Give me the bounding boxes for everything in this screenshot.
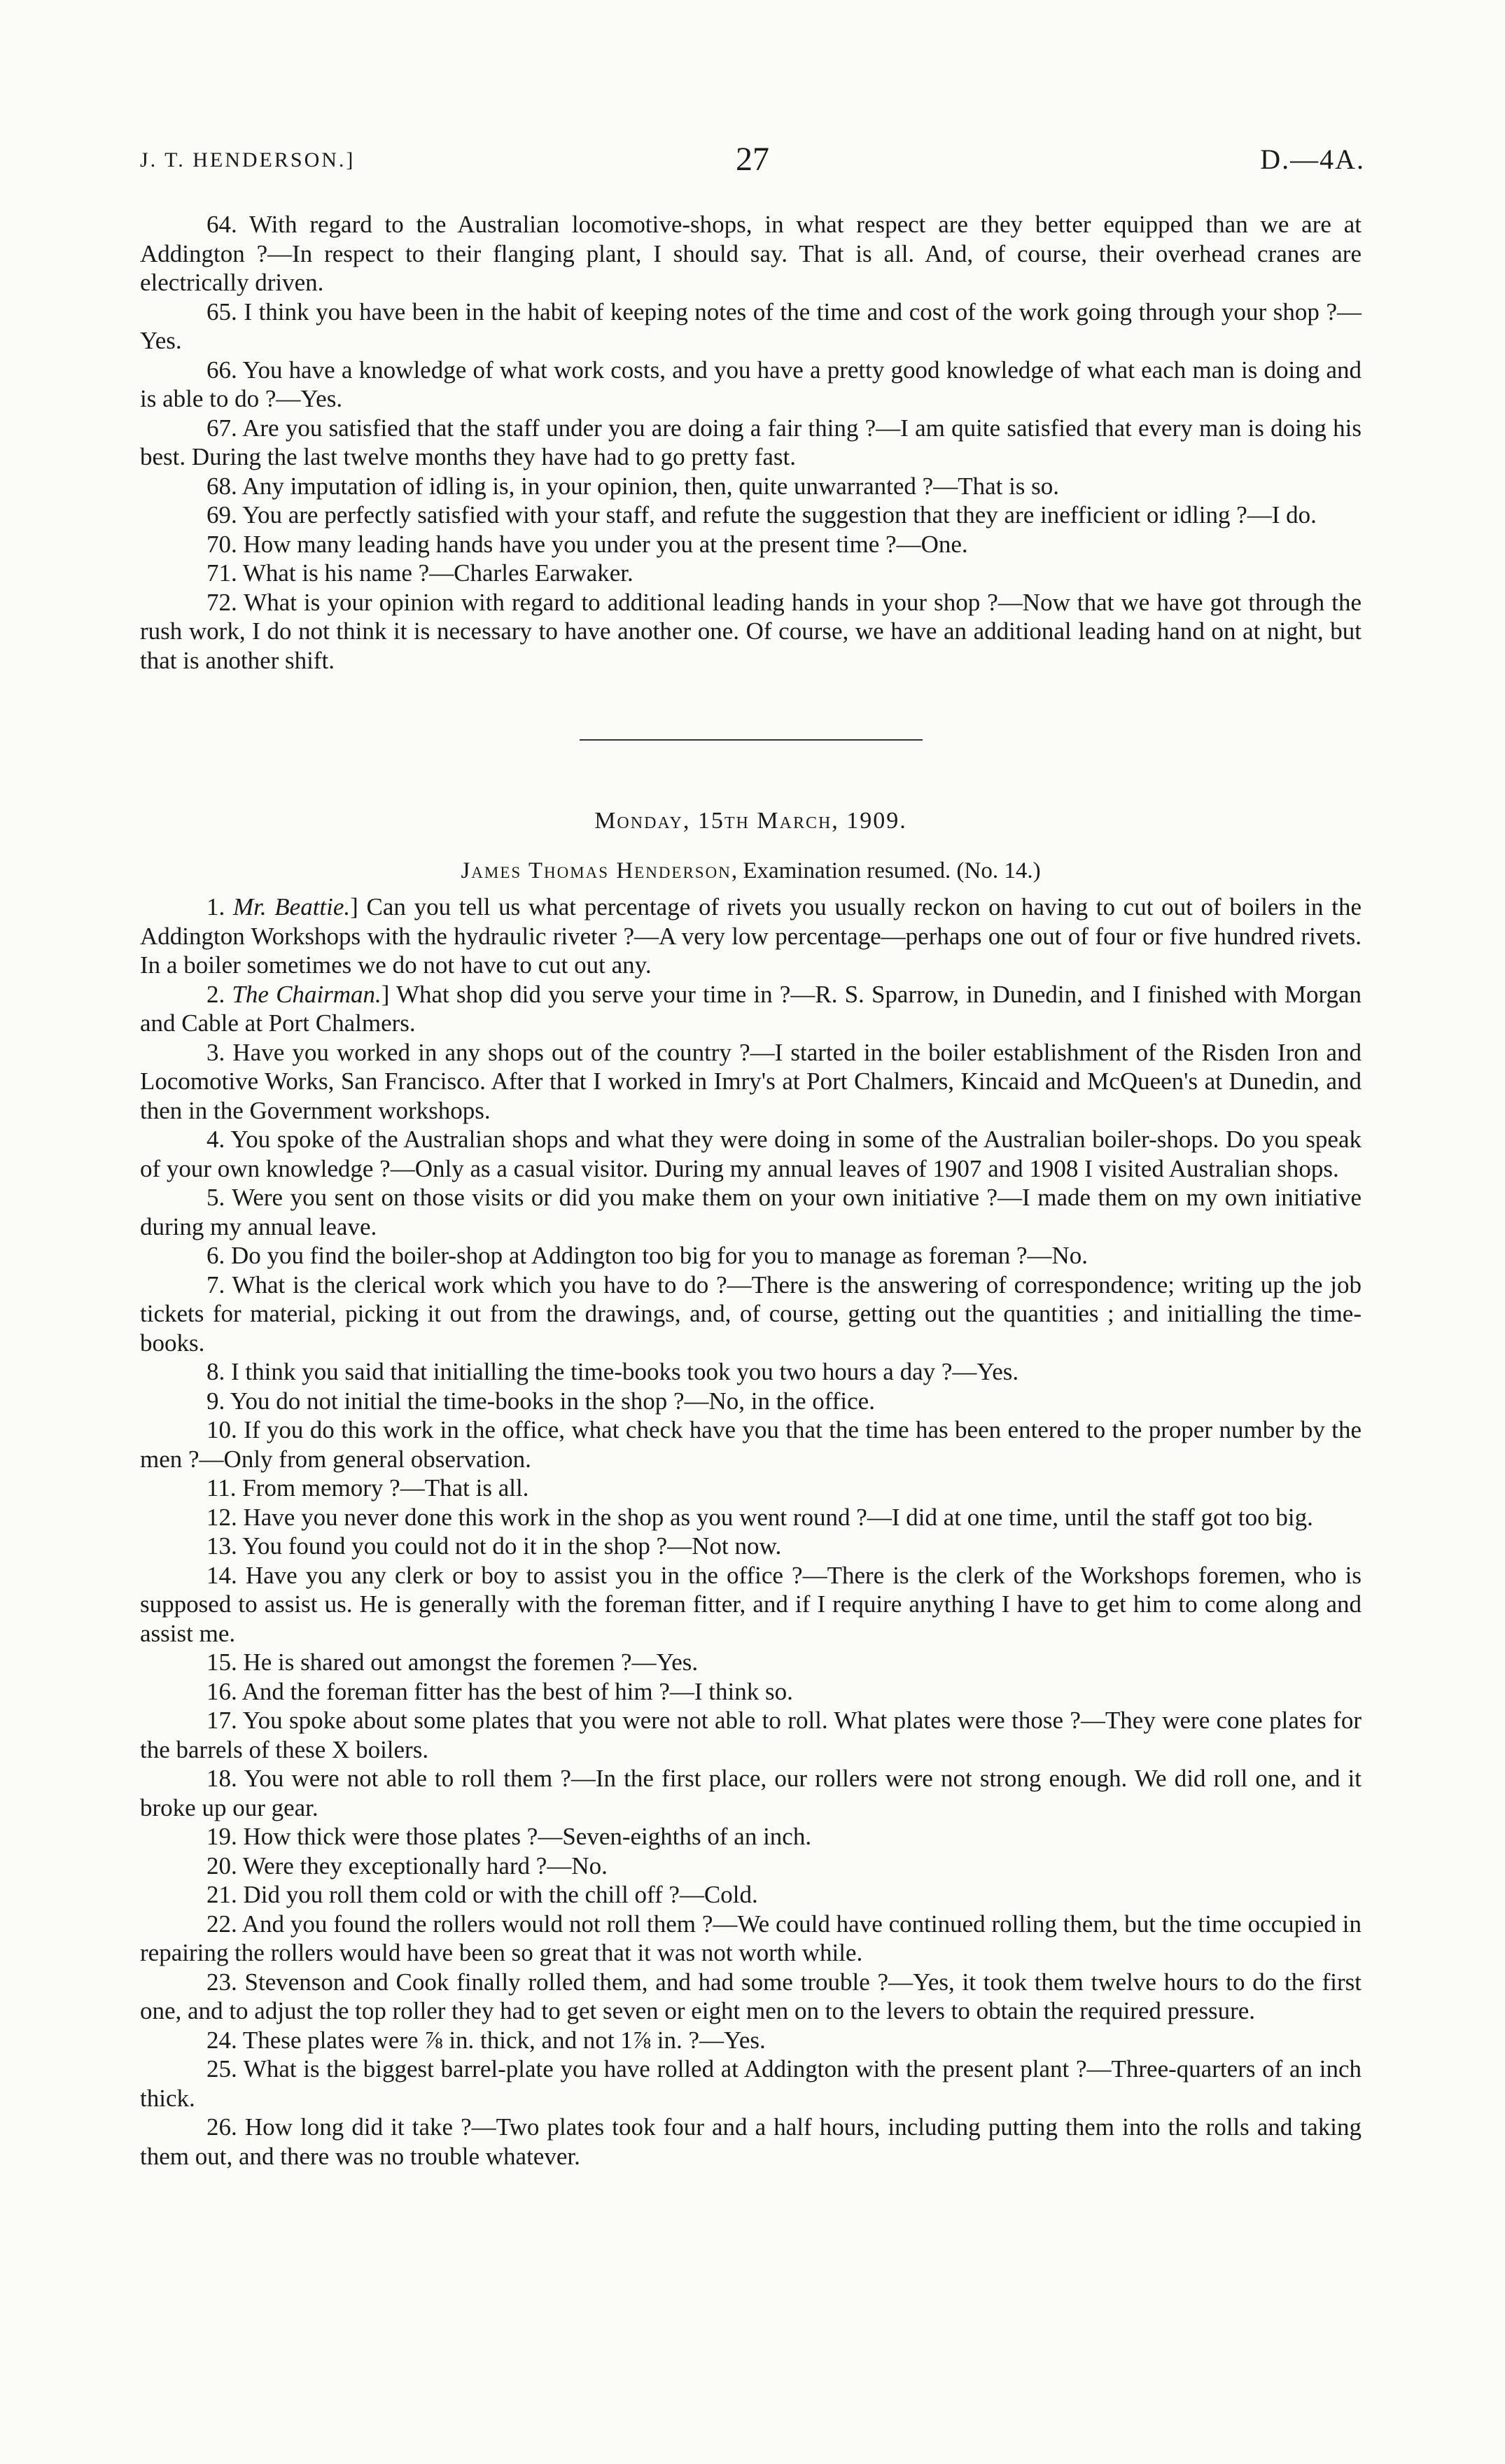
question-answer: 21. Did you roll them cold or with the chill off ?—Cold.: [206, 1881, 758, 1908]
question-answer: 22. And you found the rollers would not roll them ?—We could have continued rolling them, but the time occupied in repairing the rollers would have been so great that it was not worth while.: [140, 1910, 1362, 1966]
question-answer: 14. Have you any clerk or boy to assist you in the office ?—There is the clerk of the Workshops foremen, who is supposed to assist us. He is generally with the foreman fitter, and if I require anything I have to get him to come along and assist me.: [140, 1561, 1362, 1647]
question-answer: 65. I think you have been in the habit of keeping notes of the time and cost of the work going through your shop ?—Yes.: [140, 298, 1362, 354]
question-answer: 17. You spoke about some plates that you were not able to roll. What plates were those ?—They were cone plates for the barrels of these X boilers.: [140, 1707, 1362, 1763]
witness-name: James Thomas Henderson: [461, 858, 732, 883]
question-answer: 20. Were they exceptionally hard ?—No.: [206, 1851, 608, 1879]
question-answer: 5. Were you sent on those visits or did you make them on your own initiative ?—I made them on my own initiative during my annual leave.: [140, 1184, 1362, 1240]
speaker-name: The Chairman.: [232, 980, 382, 1008]
question-answer: [140, 980, 1362, 1038]
page-number: 27: [736, 141, 769, 178]
evidence-continued: [140, 210, 1362, 675]
question-answer: 3. Have you worked in any shops out of the country ?—I started in the boiler establishment of the Risden Iron and Locomotive Works, San Francisco. After that I worked in Imry's at Port Chalmers, Kincaid and McQueen's at Dunedin, and then in the Government workshops.: [140, 1038, 1362, 1124]
question-answer: 4. You spoke of the Australian shops and what they were doing in some of the Australian boiler-shops. Do you speak of your own knowledge ?—Only as a casual visitor. During my annual leaves of 1907 and 1908 I visited Australian shops.: [140, 1126, 1362, 1182]
witness-heading: [140, 858, 1362, 884]
question-number: 1.: [206, 893, 233, 920]
session-date: Monday, 15th March, 1909.: [594, 808, 907, 834]
question-answer: 13. You found you could not do it in the shop ?—Not now.: [206, 1532, 782, 1560]
question-answer: 64. With regard to the Australian locomotive-shops, in what respect are they better equipped than we are at Addington ?—In respect to their flanging plant, I should say. That is all. And, of course, their overhead cranes are electrically driven.: [140, 211, 1362, 296]
question-answer: 7. What is the clerical work which you have to do ?—There is the answering of correspondence; writing up the job tickets for material, picking it out from the drawings, and, of course, getting out the quantities ; and initialling the time-books.: [140, 1270, 1362, 1357]
speaker-name: Mr. Beattie.: [232, 893, 351, 920]
question-answer: 72. What is your opinion with regard to additional leading hands in your shop ?—Now that we have got through the rush work, I do not think it is necessary to have another one. Of course, we have an additional leading hand on at night, but that is another shift.: [140, 588, 1362, 674]
question-answer: [140, 892, 1362, 980]
question-answer: 9. You do not initial the time-books in the shop ?—No, in the office.: [206, 1387, 875, 1415]
question-answer: 71. What is his name ?—Charles Earwaker.: [206, 559, 634, 587]
page-body: [140, 210, 1362, 2171]
question-answer: 16. And the foreman fitter has the best of him ?—I think so.: [206, 1677, 793, 1705]
question-answer: 67. Are you satisfied that the staff under you are doing a fair thing ?—I am quite satisfied that every man is doing his best. During the last twelve months they have had to go pretty fast.: [140, 414, 1362, 470]
section-divider: [580, 739, 923, 741]
question-answer: 19. How thick were those plates ?—Seven-eighths of an inch.: [206, 1823, 812, 1850]
question-answer: 10. If you do this work in the office, what check have you that the time has been entered to the proper number by the men ?—Only from general observation.: [140, 1416, 1362, 1473]
question-text: ] What shop did you serve your time in ?—R. S. Sparrow, in Dunedin, and I finished with Morgan and Cable at Port Chalmers.: [140, 980, 1362, 1037]
question-answer: 69. You are perfectly satisfied with your staff, and refute the suggestion that they are inefficient or idling ?—I do.: [206, 501, 1317, 528]
question-answer: 18. You were not able to roll them ?—In the first place, our rollers were not strong enough. We did roll one, and it broke up our gear.: [140, 1765, 1362, 1821]
question-answer: 26. How long did it take ?—Two plates took four and a half hours, including putting them into the rolls and taking them out, and there was no trouble whatever.: [140, 2113, 1362, 2170]
question-answer: 11. From memory ?—That is all.: [206, 1474, 529, 1502]
question-answer: 25. What is the biggest barrel-plate you have rolled at Addington with the present plant ?—Three-quarters of an inch thick.: [140, 2055, 1362, 2112]
question-answer: 23. Stevenson and Cook finally rolled them, and had some trouble ?—Yes, it took them twelve hours to do the first one, and to adjust the top roller they had to get seven or eight men on to the levers to obtain the required pressure.: [140, 1968, 1362, 2024]
question-answer: 24. These plates were ⅞ in. thick, and not 1⅞ in. ?—Yes.: [206, 2026, 766, 2054]
running-head-witness: J. T. HENDERSON.]: [140, 148, 356, 172]
question-answer: 70. How many leading hands have you under you at the present time ?—One.: [206, 530, 968, 558]
question-number: 2.: [206, 980, 232, 1008]
question-answer: 68. Any imputation of idling is, in your opinion, then, quite unwarranted ?—That is so.: [206, 472, 1060, 500]
question-answer: 8. I think you said that initialling the time-books took you two hours a day ?—Yes.: [206, 1358, 1019, 1385]
evidence-session: [140, 892, 1362, 2171]
question-text: ] Can you tell us what percentage of rivets you usually reckon on having to cut out of boilers in the Addington Workshops with the hydraulic riveter ?—A very low percentage—perhaps one out of four or five hundred rivets. In a boiler sometimes we do not have to cut out any.: [140, 893, 1362, 979]
question-answer: 15. He is shared out amongst the foremen ?—Yes.: [206, 1648, 699, 1676]
page-header: [140, 140, 1365, 182]
document-reference: D.—4A.: [1260, 144, 1365, 175]
question-answer: 12. Have you never done this work in the shop as you went round ?—I did at one time, until the staff got too big.: [206, 1503, 1313, 1531]
question-answer: 66. You have a knowledge of what work costs, and you have a pretty good knowledge of what each man is doing and is able to do ?—Yes.: [140, 356, 1362, 412]
question-answer: 6. Do you find the boiler-shop at Addington too big for you to manage as foreman ?—No.: [206, 1242, 1088, 1269]
witness-heading-suffix: , Examination resumed. (No. 14.): [731, 858, 1041, 883]
